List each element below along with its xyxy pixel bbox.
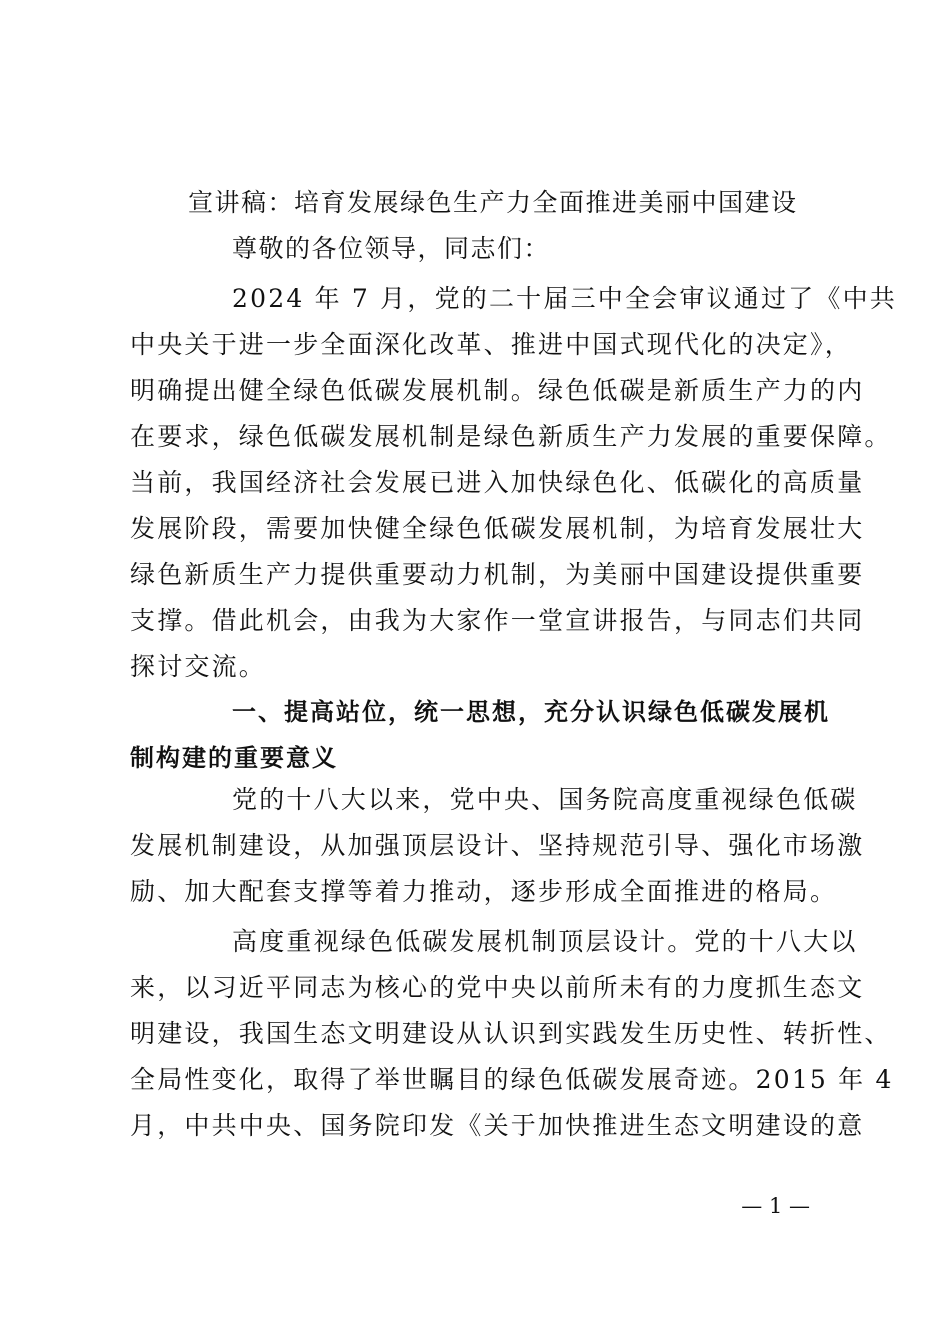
paragraph-top-level-design (130, 919, 894, 1149)
salutation: 尊敬的各位领导，同志们： (232, 234, 551, 263)
paragraph-line: 2024 年 7 月，党的二十届三中全会审议通过了《中共 (232, 284, 897, 313)
paragraph-line: 支撑。借此机会，由我为大家作一堂宣讲报告，与同志们共同 (130, 606, 865, 635)
paragraph-line: 绿色新质生产力提供重要动力机制，为美丽中国建设提供重要 (130, 560, 865, 589)
heading-line: 制构建的重要意义 (130, 744, 338, 772)
paragraph-line: 励、加大配套支撑等着力推动，逐步形成全面推进的格局。 (130, 877, 838, 906)
paragraph-line: 党的十八大以来，党中央、国务院高度重视绿色低碳 (232, 785, 858, 814)
paragraph-line: 探讨交流。 (130, 652, 267, 681)
paragraph-line: 明确提出健全绿色低碳发展机制。绿色低碳是新质生产力的内 (130, 376, 865, 405)
page-number: — 1 — (741, 1194, 810, 1218)
document-title: 宣讲稿：培育发展绿色生产力全面推进美丽中国建设 (188, 188, 798, 217)
heading-line: 一、提高站位，统一思想，充分认识绿色低碳发展机 (232, 698, 830, 726)
paragraph-line: 月，中共中央、国务院印发《关于加快推进生态文明建设的意 (130, 1111, 865, 1140)
paragraph-overview (130, 777, 865, 915)
paragraph-intro (130, 276, 897, 690)
paragraph-line: 当前，我国经济社会发展已进入加快绿色化、低碳化的高质量 (130, 468, 865, 497)
paragraph-line: 高度重视绿色低碳发展机制顶层设计。党的十八大以 (232, 927, 858, 956)
paragraph-line: 发展机制建设，从加强顶层设计、坚持规范引导、强化市场激 (130, 831, 865, 860)
paragraph-line: 明建设，我国生态文明建设从认识到实践发生历史性、转折性、 (130, 1019, 892, 1048)
paragraph-line: 全局性变化，取得了举世瞩目的绿色低碳发展奇迹。2015 年 4 (130, 1065, 894, 1094)
section-heading-1 (130, 689, 830, 781)
paragraph-line: 中央关于进一步全面深化改革、推进中国式现代化的决定》， (130, 330, 852, 359)
paragraph-line: 在要求，绿色低碳发展机制是绿色新质生产力发展的重要保障。 (130, 422, 892, 451)
paragraph-line: 来，以习近平同志为核心的党中央以前所未有的力度抓生态文 (130, 973, 865, 1002)
paragraph-line: 发展阶段，需要加快健全绿色低碳发展机制，为培育发展壮大 (130, 514, 865, 543)
